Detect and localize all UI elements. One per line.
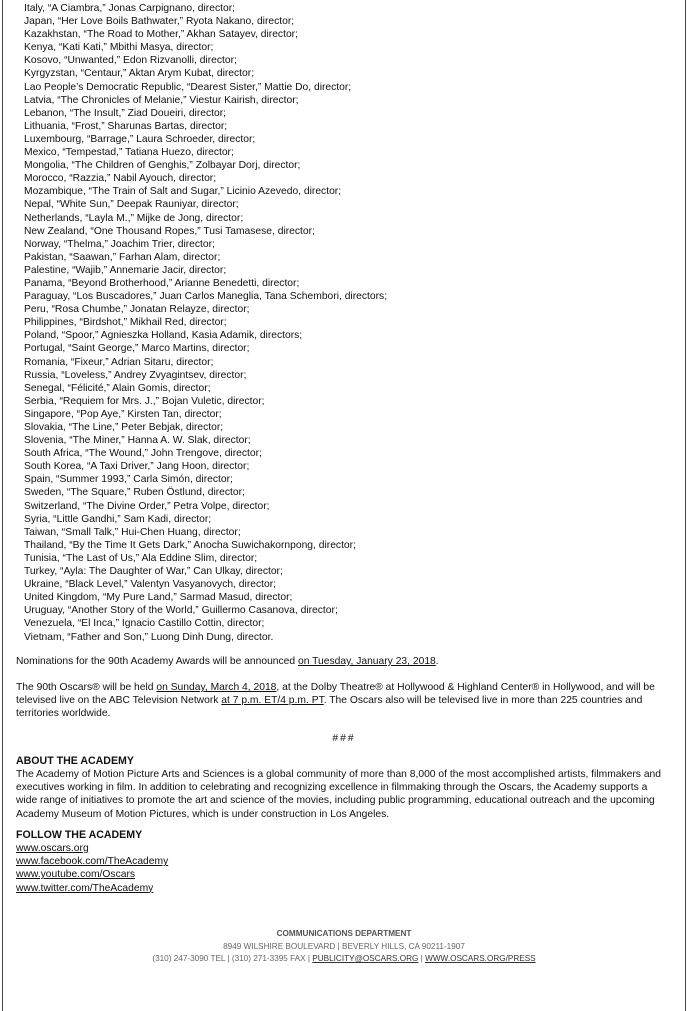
ceremony-text-3: . The Oscars also will be televised live in more than 225 countries and territories worldwide. <box>16 695 643 720</box>
country-entry: Lebanon, “The Insult,” Ziad Doueiri, director; <box>24 107 227 119</box>
country-entry: Mozambique, “The Train of Salt and Sugar,” Licinio Azevedo, director; <box>24 186 342 198</box>
country-entry: South Korea, “A Taxi Driver,” Jang Hoon, director; <box>24 461 250 473</box>
country-entry: Senegal, “Félicité,” Alain Gomis, director; <box>24 382 211 394</box>
link-twitter[interactable]: www.twitter.com/TheAcademy <box>16 882 154 894</box>
country-entry: Uruguay, “Another Story of the World,” Guillermo Casanova, director; <box>24 605 338 617</box>
country-entry: Ukraine, “Black Level,” Valentyn Vasyanovych, director; <box>24 579 277 591</box>
country-entry: Vietnam, “Father and Son,” Luong Dinh Dung, director. <box>24 631 274 643</box>
country-entry: Latvia, “The Chronicles of Melanie,” Viestur Kairish, director; <box>24 94 299 106</box>
country-entry: Lithuania, “Frost,” Sharunas Bartas, director; <box>24 120 228 132</box>
country-entry: Portugal, “Saint George,” Marco Martins, director; <box>24 343 250 355</box>
country-entry: Venezuela, “El Inca,” Ignacio Castillo Cottin, director; <box>24 618 265 630</box>
country-entry: South Africa, “The Wound,” John Trengove, director; <box>24 448 262 460</box>
nominations-announcement <box>16 655 675 668</box>
country-entry: Kazakhstan, “The Road to Mother,” Akhan Satayev, director; <box>24 29 298 41</box>
link-youtube[interactable]: www.youtube.com/Oscars <box>16 869 136 881</box>
follow-section <box>16 829 671 895</box>
country-entry: Thailand, “By the Time It Gets Dark,” Anocha Suwichakornpong, director; <box>24 539 356 551</box>
country-entry: Paraguay, “Los Buscadores,” Juan Carlos Maneglia, Tana Schembori, directors; <box>24 291 388 303</box>
country-entry: Japan, “Her Love Boils Bathwater,” Ryota Nakano, director; <box>24 16 295 28</box>
country-submission-list <box>24 2 675 644</box>
ceremony-text-2: , at the Dolby Theatre® at Hollywood & Highland Center® in Hollywood, and will be televised live on the ABC Television Network <box>16 682 655 707</box>
ceremony-time: at 7 p.m. ET/4 p.m. PT <box>221 695 324 707</box>
nominations-period: . <box>435 656 439 667</box>
country-entry: Peru, “Rosa Chumbe,” Jonatan Relayze, director; <box>24 304 250 316</box>
ceremony-date: on Sunday, March 4, 2018 <box>156 682 277 693</box>
country-entry: Norway, “Thelma,” Joachim Trier, director; <box>24 238 215 250</box>
ceremony-text-1: The 90th Oscars® will be held <box>16 682 157 693</box>
country-entry: Mexico, “Tempestad,” Tatiana Huezo, director; <box>24 147 234 159</box>
footer <box>3 928 685 966</box>
country-entry: Panama, “Beyond Brotherhood,” Arianne Benedetti, director; <box>24 277 300 289</box>
country-entry: Pakistan, “Saawan,” Farhan Alam, director; <box>24 251 221 263</box>
country-entry: Taiwan, “Small Talk,” Hui-Chen Huang, director; <box>24 526 241 538</box>
country-entry: United Kingdom, “My Pure Land,” Sarmad Masud, director; <box>24 592 293 604</box>
country-entry: New Zealand, “One Thousand Ropes,” Tusi Tamasese, director; <box>24 225 315 237</box>
country-entry: Syria, “Little Gandhi,” Sam Kadi, director; <box>24 513 212 525</box>
country-entry: Slovenia, “The Miner,” Hanna A. W. Slak, director; <box>24 435 251 447</box>
press-release-page <box>2 0 686 1011</box>
country-entry: Slovakia, “The Line,” Peter Bebjak, director; <box>24 422 224 433</box>
country-entry: Philippines, “Birdshot,” Mikhail Red, director; <box>24 317 227 329</box>
country-entry: Mongolia, “The Children of Genghis,” Zolbayar Dorj, director; <box>24 160 301 172</box>
country-entry: Spain, “Summer 1993,” Carla Simón, director; <box>24 474 233 486</box>
follow-heading: FOLLOW THE ACADEMY <box>16 829 143 841</box>
footer-separator: | <box>418 954 426 963</box>
nominations-text: Nominations for the 90th Academy Awards will be announced <box>16 656 298 667</box>
about-heading: ABOUT THE ACADEMY <box>16 755 134 767</box>
nominations-date: on Tuesday, January 23, 2018 <box>298 656 436 667</box>
footer-department: COMMUNICATIONS DEPARTMENT <box>276 929 412 938</box>
country-entry: Romania, “Fixeur,” Adrian Sitaru, director; <box>24 356 214 368</box>
country-entry: Luxembourg, “Barrage,” Laura Schroeder, director; <box>24 133 256 145</box>
country-entry: Kenya, “Kati Kati,” Mbithi Masya, director; <box>24 42 214 54</box>
footer-email-link[interactable]: PUBLICITY@OSCARS.ORG <box>312 954 419 963</box>
country-entry: Morocco, “Razzia,” Nabil Ayouch, director; <box>24 173 217 185</box>
country-entry: Lao People’s Democratic Republic, “Dearest Sister,” Mattie Do, director; <box>24 81 352 93</box>
section-separator: ### <box>332 733 356 744</box>
link-oscars-org[interactable]: www.oscars.org <box>16 843 89 854</box>
footer-contact <box>3 953 685 966</box>
country-entry: Tunisia, “The Last of Us,” Ala Eddine Slim, director; <box>24 552 258 564</box>
country-entry: Turkey, “Ayla: The Daughter of War,” Can Ulkay, director; <box>24 566 283 578</box>
link-facebook[interactable]: www.facebook.com/TheAcademy <box>16 856 169 868</box>
country-entry: Kosovo, “Unwanted,” Edon Rizvanolli, director; <box>24 55 237 67</box>
about-section <box>16 755 671 821</box>
country-entry: Kyrgyzstan, “Centaur,” Aktan Arym Kubat, director; <box>24 68 255 80</box>
country-entry: Switzerland, “The Divine Order,” Petra Volpe, director; <box>24 500 270 512</box>
about-body: The Academy of Motion Picture Arts and Sciences is a global community of more than 8,000 of the most accomplished artists, filmmakers and executives working in film. In addition to celebrating and recognizing excellence in filmmaking through the Oscars, the Academy supports a wide range of initiatives to promote the art and science of the movies, including public programming, educational outreach and the upcoming Academy Museum of Motion Pictures, which is under construction in Los Angeles. <box>16 769 661 820</box>
ceremony-paragraph <box>16 681 671 721</box>
country-entry: Serbia, “Requiem for Mrs. J.,” Bojan Vuletic, director; <box>24 395 265 407</box>
country-entry: Russia, “Loveless,” Andrey Zvyagintsev, director; <box>24 369 247 381</box>
country-entry: Italy, “A Ciambra,” Jonas Carpignano, director; <box>24 3 235 14</box>
country-entry: Netherlands, “Layla M.,” Mijke de Jong, director; <box>24 212 244 224</box>
footer-press-link[interactable]: WWW.OSCARS.ORG/PRESS <box>425 954 536 963</box>
country-entry: Poland, “Spoor,” Agnieszka Holland, Kasia Adamik, directors; <box>24 330 303 342</box>
footer-phone-fax: (310) 247-3090 TEL | (310) 271-3395 FAX | <box>152 954 313 963</box>
country-entry: Sweden, “The Square,” Ruben Östlund, director; <box>24 487 245 499</box>
country-entry: Nepal, “White Sun,” Deepak Rauniyar, director; <box>24 199 239 211</box>
country-entry: Singapore, “Pop Aye,” Kirsten Tan, director; <box>24 408 222 420</box>
country-entry: Palestine, “Wajib,” Annemarie Jacir, director; <box>24 264 227 276</box>
footer-address: 8949 WILSHIRE BOULEVARD | BEVERLY HILLS, CA 90211-1907 <box>223 941 465 951</box>
